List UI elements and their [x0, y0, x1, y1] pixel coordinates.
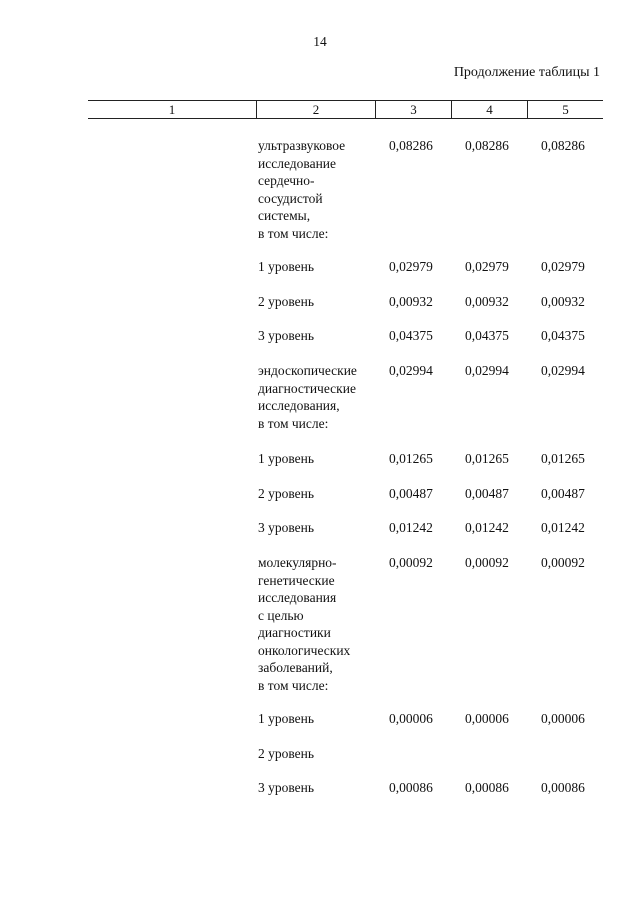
- row-label: [258, 137, 345, 242]
- header-col-3: 3: [410, 102, 417, 117]
- row-label-line: 1 уровень: [258, 711, 315, 726]
- value-cell-c3: 0,04375: [389, 328, 433, 343]
- row-label: [258, 362, 357, 432]
- value-cell-c5: 0,00092: [541, 555, 585, 570]
- row-label-line: 1 уровень: [258, 259, 315, 274]
- value-cell-c5: 0,00487: [541, 486, 585, 501]
- value-cell-c3: 0,00086: [389, 780, 433, 795]
- row-label-line: онкологических: [258, 642, 351, 658]
- row-label-line: 2 уровень: [258, 746, 315, 761]
- row-label-line: ультразвуковое: [258, 138, 346, 153]
- value-cell-c4: 0,08286: [465, 138, 509, 153]
- row-label-line: исследование: [258, 155, 337, 171]
- value-cell-c5: 0,02994: [541, 363, 585, 378]
- header-col-2: 2: [312, 102, 320, 117]
- row-label: [258, 779, 314, 797]
- value-cell-c5: 0,01265: [541, 451, 585, 466]
- value-cell-c4: 0,04375: [465, 328, 509, 343]
- value-cell-c3: 0,02994: [389, 363, 433, 378]
- value-cell-c5: 0,01242: [541, 520, 585, 535]
- value-cell-c3: 0,01242: [389, 520, 433, 535]
- header-col-4: 4: [486, 102, 493, 117]
- row-label-line: 3 уровень: [258, 780, 315, 795]
- value-cell-c4: 0,00932: [465, 294, 509, 309]
- value-cell-c3: 0,00932: [389, 294, 433, 309]
- value-cell-c5: 0,08286: [541, 138, 585, 153]
- value-cell-c5: 0,00086: [541, 780, 585, 795]
- row-label-line: исследования,: [258, 398, 340, 413]
- row-label-line: 3 уровень: [258, 328, 315, 343]
- row-label-line: 2 уровень: [258, 294, 315, 309]
- row-label: [258, 450, 314, 468]
- value-cell-c3: 0,00092: [389, 555, 433, 570]
- value-cell-c3: 0,02979: [389, 259, 433, 274]
- value-cell-c4: 0,01242: [465, 520, 509, 535]
- row-label-line: в том числе:: [258, 415, 329, 431]
- row-label-line: генетические: [258, 572, 335, 588]
- row-label-line: заболеваний,: [258, 660, 333, 675]
- row-label-line: диагностики: [258, 625, 331, 640]
- row-label-line: 2 уровень: [258, 486, 315, 501]
- value-cell-c4: 0,00092: [465, 555, 509, 570]
- row-label-line: 3 уровень: [258, 520, 315, 535]
- value-cell-c5: 0,02979: [541, 259, 585, 274]
- page-number: 14: [313, 34, 327, 49]
- row-label-line: сосудистой: [258, 190, 323, 206]
- value-cell-c4: 0,00487: [465, 486, 509, 501]
- value-cell-c3: 0,00487: [389, 486, 433, 501]
- value-cell-c4: 0,02994: [465, 363, 509, 378]
- header-col-1: 1: [168, 102, 176, 117]
- value-cell-c5: 0,04375: [541, 328, 585, 343]
- row-label: [258, 485, 314, 503]
- value-cell-c4: 0,00006: [465, 711, 509, 726]
- row-label-line: молекулярно-: [258, 555, 337, 570]
- row-label: [258, 293, 314, 311]
- row-label-line: в том числе:: [258, 677, 329, 693]
- row-label-line: с целью: [258, 607, 304, 623]
- row-label: [258, 327, 314, 345]
- value-cell-c5: 0,00006: [541, 711, 585, 726]
- value-cell-c4: 0,02979: [465, 259, 509, 274]
- row-label-line: исследования: [258, 590, 337, 605]
- table-continuation-title: Продолжение таблицы 1: [453, 65, 600, 80]
- table-header-row: [88, 100, 603, 119]
- row-label: [258, 710, 314, 728]
- row-label-line: системы,: [258, 208, 311, 223]
- value-cell-c4: 0,01265: [465, 451, 509, 466]
- row-label-line: в том числе:: [258, 225, 329, 241]
- value-cell-c4: 0,00086: [465, 780, 509, 795]
- value-cell-c3: 0,08286: [389, 138, 433, 153]
- row-label-line: эндоскопические: [258, 363, 357, 378]
- row-label: [258, 554, 350, 694]
- header-col-5: 5: [562, 102, 569, 117]
- row-label: [258, 745, 314, 763]
- row-label: [258, 519, 314, 537]
- row-label-line: 1 уровень: [258, 451, 315, 466]
- value-cell-c3: 0,00006: [389, 711, 433, 726]
- row-label-line: сердечно-: [258, 173, 315, 188]
- value-cell-c3: 0,01265: [389, 451, 433, 466]
- row-label: [258, 258, 314, 276]
- value-cell-c5: 0,00932: [541, 294, 585, 309]
- row-label-line: диагностические: [258, 380, 356, 396]
